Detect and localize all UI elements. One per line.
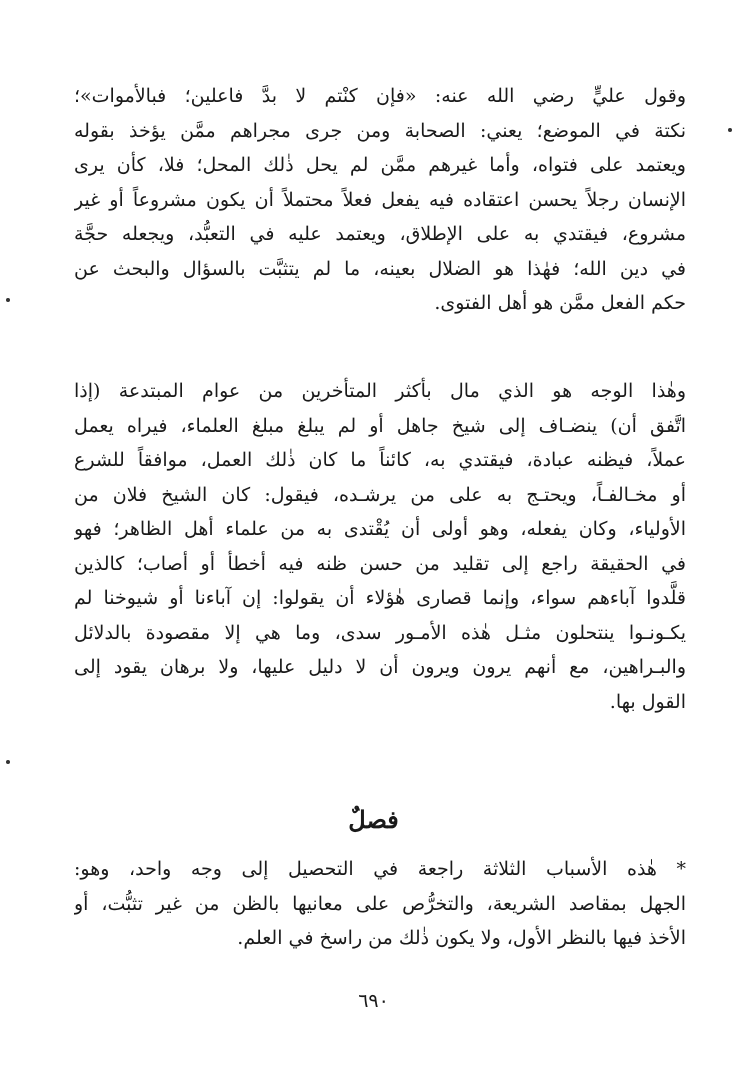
text-line: عملاً، فيظنه عبادة، فيقتدي به، كائناً ما كان ذٰلك العمل، موافقاً للشرع [74, 449, 686, 471]
text-line: * هٰذه الأسباب الثلاثة راجعة في التحصيل إلى وجه واحد، وهو: [74, 858, 686, 880]
text-line: والبـراهين، مع أنهم يرون ويرون أن لا دليل عليها، ولا برهان يقود إلى [74, 656, 686, 678]
text-line: في الحقيقة راجع إلى تقليد من حسن ظنه فيه أخطأ أو أصاب؛ كالذين [74, 552, 686, 575]
margin-dot [6, 760, 10, 764]
text-line: ويعتمد على فتواه، وأما غيرهم ممَّن لم يحل ذٰلك المحل؛ فلا، كأن يرى [74, 154, 686, 176]
paragraph-2 [74, 374, 686, 719]
text-line: الأخذ فيها بالنظر الأول، ولا يكون ذٰلك من راسخ في العلم. [237, 927, 686, 949]
section-heading: فصلٌ [348, 805, 399, 834]
text-line: مشروع، فيقتدي به على الإطلاق، ويعتمد عليه في التعبُّد، ويجعله حجَّة [74, 223, 686, 245]
text-line: وهٰذا الوجه هو الذي مال بأكثر المتأخرين من عوام المبتدعة (إذا [74, 380, 686, 402]
paragraph-3 [74, 852, 686, 956]
text-line: نكتة في الموضع؛ يعني: الصحابة ومن جرى مجراهم ممَّن يؤخذ بقوله [74, 119, 686, 142]
text-line: الإنسان رجلاً يحسن اعتقاده فيه يفعل فعلاً محتملاً أن يكون مشروعاً أو غير [74, 188, 686, 211]
text-line: القول بها. [609, 690, 686, 713]
text-line: اتَّفق أن) ينضـاف إلى شيخ جاهل أو لم يبلغ مبلغ العلماء، فيراه يعمل [74, 414, 686, 437]
text-line: قلَّدوا آباءهم سواء، وإنما قصارى هٰؤلاء أن يقولوا: إن آباءنا أو شيوخنا لم [74, 587, 686, 609]
text-line: حكم الفعل ممَّن هو أهل الفتوى. [434, 292, 686, 314]
text-line: يكـونـوا ينتحلون مثـل هٰذه الأمـور سدى، وما هي إلا مقصودة بالدلائل [74, 621, 686, 644]
text-line: وقول عليٍّ رضي الله عنه: «فإن كنْتم لا بدَّ فاعلين؛ فبالأموات»؛ [74, 85, 686, 107]
page-number: ٦٩٠ [358, 990, 389, 1012]
margin-dot [728, 128, 732, 132]
text-line: في دين الله؛ فهٰذا هو الضلال بعينه، ما لم يتثبَّت بالسؤال والبحث عن [74, 257, 686, 280]
text-line: أو مخـالفـاً، ويحتـج به على من يرشـده، فيقول: كان الشيخ فلان من [74, 483, 686, 506]
paragraph-1 [74, 79, 686, 321]
margin-dot [6, 298, 10, 302]
text-line: الجهل بمقاصد الشريعة، والتخرُّص على معانيها بالظن من غير تثبُّت، أو [74, 892, 686, 915]
text-line: الأولياء، وكان يفعله، وهو أولى أن يُقْتدى به من علماء أهل الظاهر؛ فهو [74, 518, 686, 540]
